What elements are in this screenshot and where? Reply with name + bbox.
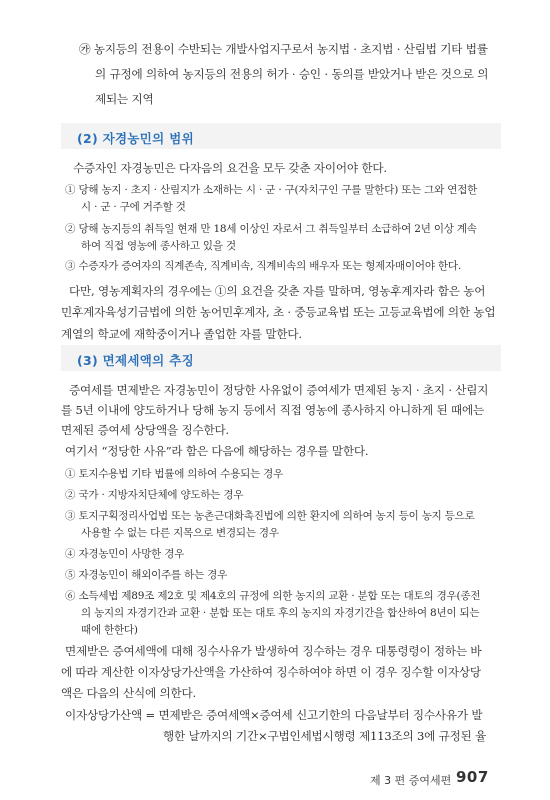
paragraph-line: 민후계자육성기금법에 의한 농어민후계자, 초 · 중등교육법 또는 고등교육법에 의한 농업 [61,305,496,319]
paragraph-line: 다만, 영농계획자의 경우에는 ①의 요건을 갖춘 자를 말하며, 영농후계자라 함은 농어 [69,284,486,298]
list-item: ① 당해 농지 · 초지 · 산림지가 소재하는 시 · 군 · 구(자치구인 구를 말한다) 또는 그와 연접한 [65,184,478,196]
list-item-cont: 시 · 군 · 구에 거주할 것 [81,201,186,213]
list-item: ③ 토지구획정리사업법 또는 농촌근대화촉진법에 의한 환지에 의하여 농지 등이 농지 등으로 [65,510,475,522]
paragraph-line: 액은 다음의 산식에 의한다. [61,686,196,700]
list-item-cont: 의 농지의 자경기간과 교환 · 분합 또는 대토 후의 농지의 자경기간을 합산하여 8년이 되는 [81,607,480,619]
list-item: ① 토지수용법 기타 법률에 의하여 수용되는 경우 [65,468,284,480]
intro-item-line: ㉮ 농지등의 전용이 수반되는 개발사업지구로서 농지법 · 초지법 · 산림법 기타 법률 [79,42,488,56]
paragraph-line: 증여세를 면제받은 자경농민이 정당한 사유없이 증여세가 면제된 농지 · 초지 · 산림지 [69,383,489,397]
paragraph-line: 계열의 학교에 재학중이거나 졸업한 자를 말한다. [61,327,302,341]
list-item: ⑥ 소득세법 제89조 제2호 및 제4호의 규정에 의한 농지의 교환 · 분합 또는 대토의 경우(종전 [65,590,481,602]
section-heading: (3) 면제세액의 추징 [77,353,194,368]
intro-item-line: 제되는 지역 [95,92,154,106]
list-item: ② 당해 농지등의 취득일 현재 만 18세 이상인 자로서 그 취득일부터 소급하여 2년 이상 계속 [65,223,477,235]
formula-line: 이자상당가산액 = 면제받은 증여세액×증여세 신고기한의 다음날부터 징수사유가 발 [65,708,483,722]
paragraph-line: 면제받은 증여세액에 대해 징수사유가 발생하여 징수하는 경우 대통령령이 정하는 바 [65,644,482,658]
footer-section-label: 제 3 편 증여세편 [370,774,452,787]
paragraph-line: 면제된 증여세 상당액을 징수한다. [61,423,229,437]
list-item-cont: 하여 직접 영농에 종사하고 있을 것 [81,240,236,252]
paragraph-line: 여기서 “정당한 사유”라 함은 다음에 해당하는 경우를 말한다. [65,444,369,458]
paragraph-line: 를 5년 이내에 양도하거나 당해 농지 등에서 직접 영농에 종사하지 아니하게 된 때에는 [61,403,484,417]
paragraph-line: 수증자인 자경농민은 다자음의 요건을 모두 갖춘 자이어야 한다. [73,161,387,175]
list-item-cont: 사용할 수 없는 다른 지목으로 변경되는 경우 [81,527,279,539]
section-heading: (2) 자경농민의 범위 [77,131,194,146]
intro-item-line: 의 규정에 의하여 농지등의 전용의 허가 · 승인 · 동의를 받았거나 받은 것으로 의 [95,67,489,81]
paragraph-line: 에 따라 계산한 이자상당가산액을 가산하여 징수하여야 하면 이 경우 징수할 이자상당 [61,665,481,679]
list-item: ④ 자경농민이 사망한 경우 [65,548,185,560]
list-item: ③ 수증자가 증여자의 직계존속, 직계비속, 직계비속의 배우자 또는 형제자매이어야 한다. [65,260,461,272]
list-item: ⑤ 자경농민이 해외이주를 하는 경우 [65,569,228,581]
formula-line: 행한 날까지의 기간×구법인세법시행령 제113조의 3에 규정된 율 [163,729,487,743]
list-item-cont: 때에 한한다) [81,624,138,636]
page-number: 907 [456,768,489,786]
list-item: ② 국가 · 지방자치단체에 양도하는 경우 [65,489,244,501]
